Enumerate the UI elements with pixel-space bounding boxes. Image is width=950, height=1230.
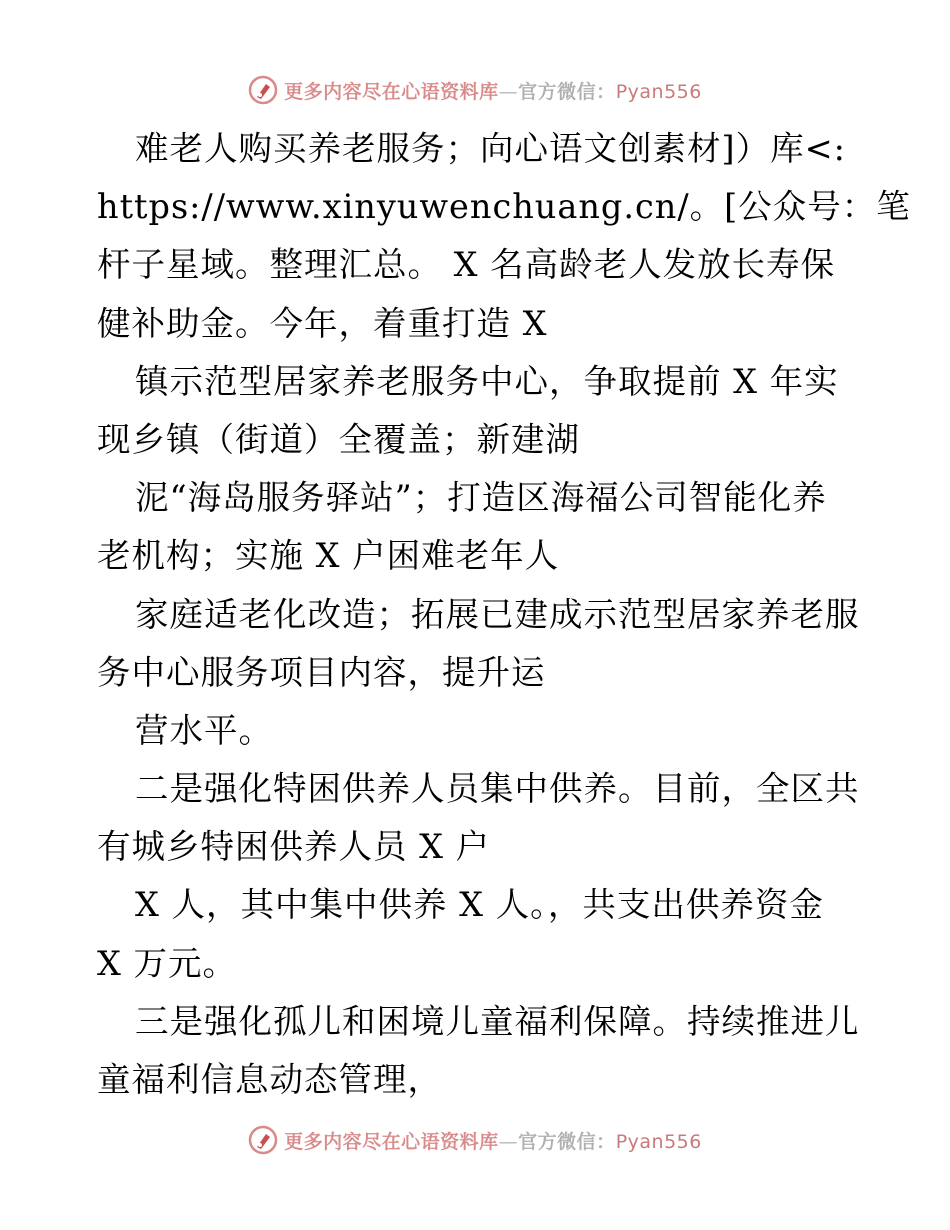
text-line: 童福利信息动态管理， — [97, 1060, 442, 1099]
header-banner-text — [284, 77, 702, 104]
document-body — [97, 120, 911, 1109]
banner-main-text: 更多内容尽在心语资料库 — [284, 80, 499, 103]
text-line: https://www.xinyuwenchuang.cn/。[公众号：笔 — [97, 187, 911, 227]
text-line: 三是强化孤儿和困境儿童福利保障。持续推进儿 — [135, 1001, 860, 1041]
pen-nib-logo-icon — [248, 75, 278, 105]
text-line: 难老人购买养老服务；向心语文创素材]）库<: — [135, 129, 846, 168]
text-line: 泥“海岛服务驿站”；打造区海福公司智能化养 — [135, 478, 827, 518]
text-line: 二是强化特困供养人员集中供养。目前，全区共 — [135, 769, 860, 809]
banner-wechat-id: Pyan556 — [615, 1130, 702, 1153]
banner-main-text: 更多内容尽在心语资料库 — [284, 1130, 499, 1153]
text-line: 家庭适老化改造；拓展已建成示范型居家养老服 — [135, 594, 860, 634]
text-line: 杆子星域。整理汇总。 X 名高龄老人发放长寿保 — [97, 245, 836, 285]
text-line: 健补助金。今年，着重打造 X — [97, 303, 548, 343]
text-line: X 万元。 — [97, 943, 237, 983]
text-line: X 人，其中集中供养 X 人。，共支出供养资金 — [135, 885, 824, 925]
text-line: 现乡镇（街道）全覆盖；新建湖 — [97, 419, 580, 459]
pen-nib-logo-icon — [248, 1125, 278, 1155]
text-line: 营水平。 — [135, 710, 273, 750]
banner-wechat-label: 官方微信： — [518, 1130, 616, 1153]
text-line: 有城乡特困供养人员 X 户 — [97, 827, 491, 867]
banner-wechat-id: Pyan556 — [615, 80, 702, 103]
text-line: 老机构；实施 X 户困难老年人 — [97, 536, 560, 576]
text-line: 务中心服务项目内容，提升运 — [97, 652, 546, 692]
banner-separator: — — [498, 1130, 519, 1153]
footer-banner-text — [284, 1127, 702, 1154]
banner-separator: — — [498, 80, 519, 103]
text-line: 镇示范型居家养老服务中心，争取提前 X 年实 — [135, 361, 839, 401]
header-banner — [0, 70, 950, 110]
footer-banner — [0, 1120, 950, 1160]
banner-wechat-label: 官方微信： — [518, 80, 616, 103]
